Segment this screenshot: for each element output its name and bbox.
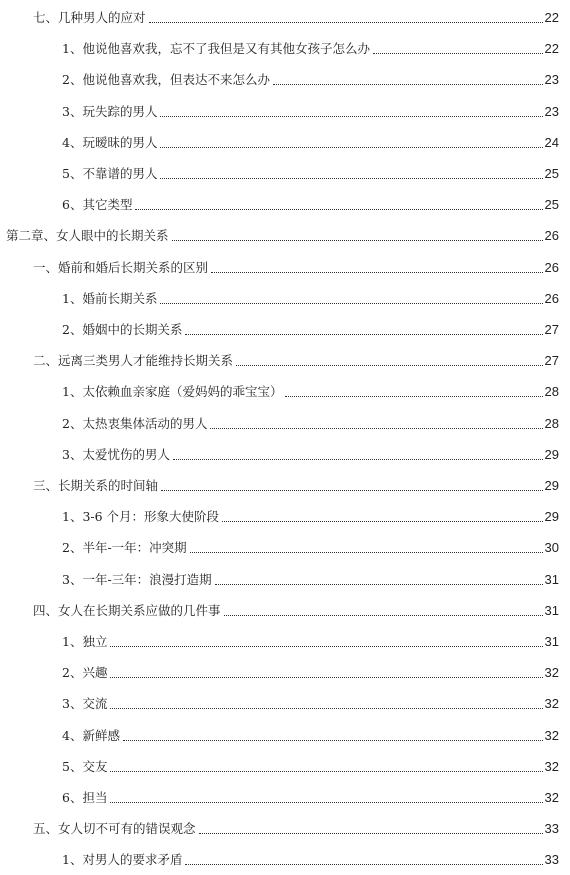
toc-leader-dots xyxy=(161,490,543,491)
toc-leader-dots xyxy=(285,396,542,397)
toc-entry-title: 2、半年-一年：冲突期 xyxy=(62,540,187,556)
toc-subsection-entry[interactable] xyxy=(0,662,570,680)
toc-entry-title: 2、婚姻中的长期关系 xyxy=(62,322,183,337)
toc-entry-title: 5、交友 xyxy=(62,758,108,774)
toc-entry-title: 1、他说他喜欢我，忘不了我但是又有其他女孩子怎么办 xyxy=(62,41,370,57)
toc-entry-title: 3、太爱忧伤的男人 xyxy=(62,446,170,462)
toc-page-number: 25 xyxy=(544,166,559,181)
toc-page-number: 26 xyxy=(544,259,559,275)
toc-subsection-entry[interactable] xyxy=(0,319,570,337)
toc-leader-dots xyxy=(224,615,543,616)
toc-subsection-entry[interactable] xyxy=(0,506,570,524)
toc-subsection-entry[interactable] xyxy=(0,194,570,212)
toc-leader-dots xyxy=(160,147,542,148)
toc-leader-dots xyxy=(185,334,542,335)
toc-entry-title: 3、一年-三年：浪漫打造期 xyxy=(62,571,212,587)
toc-leader-dots xyxy=(211,272,543,273)
toc-leader-dots xyxy=(110,646,542,647)
toc-leader-dots xyxy=(160,178,542,179)
toc-page-number: 32 xyxy=(544,665,559,681)
toc-page-number: 32 xyxy=(544,758,559,774)
toc-leader-dots xyxy=(135,209,542,210)
toc-subsection-entry[interactable] xyxy=(0,631,570,649)
toc-chapter-entry[interactable] xyxy=(0,225,570,243)
toc-page-number: 22 xyxy=(544,10,559,25)
toc-leader-dots xyxy=(236,365,543,366)
toc-page-number: 32 xyxy=(544,727,559,743)
toc-leader-dots xyxy=(185,864,542,865)
toc-page-number: 27 xyxy=(544,353,559,369)
toc-entry-title: 3、交流 xyxy=(62,696,108,712)
toc-leader-dots xyxy=(273,84,543,85)
toc-entry-title: 第二章、女人眼中的长期关系 xyxy=(6,228,169,244)
toc-section-entry[interactable] xyxy=(0,475,570,493)
toc-leader-dots xyxy=(110,802,542,803)
toc-entry-title: 一、婚前和婚后长期关系的区别 xyxy=(33,259,209,275)
toc-entry-title: 七、几种男人的应对 xyxy=(33,10,146,25)
toc-entry-title: 2、兴趣 xyxy=(62,665,108,681)
toc-page-number: 31 xyxy=(544,634,559,649)
toc-leader-dots xyxy=(110,677,542,678)
toc-leader-dots xyxy=(110,708,542,709)
toc-subsection-entry[interactable] xyxy=(0,787,570,805)
toc-entry-title: 2、太热衷集体活动的男人 xyxy=(62,415,208,431)
toc-page-number: 24 xyxy=(544,134,559,150)
toc-leader-dots xyxy=(173,459,543,460)
toc-subsection-entry[interactable] xyxy=(0,288,570,306)
toc-subsection-entry[interactable] xyxy=(0,69,570,87)
toc-leader-dots xyxy=(172,240,543,241)
toc-leader-dots xyxy=(149,22,543,23)
toc-entry-title: 五、女人切不可有的错误观念 xyxy=(33,821,196,837)
toc-section-entry[interactable] xyxy=(0,350,570,368)
toc-leader-dots xyxy=(210,428,542,429)
toc-entry-title: 6、担当 xyxy=(62,790,108,805)
toc-entry-title: 三、长期关系的时间轴 xyxy=(33,478,159,493)
toc-entry-title: 4、新鲜感 xyxy=(62,727,120,743)
toc-page-number: 29 xyxy=(544,478,559,493)
toc-entry-title: 2、他说他喜欢我，但表达不来怎么办 xyxy=(62,72,270,88)
toc-page-number: 26 xyxy=(544,228,559,244)
toc-subsection-entry[interactable] xyxy=(0,101,570,119)
toc-page-number: 29 xyxy=(544,509,559,525)
toc-entry-title: 1、3-6 个月：形象大使阶段 xyxy=(62,509,220,525)
toc-subsection-entry[interactable] xyxy=(0,756,570,774)
toc-page-number: 28 xyxy=(544,384,559,400)
toc-page-number: 31 xyxy=(544,571,559,587)
toc-leader-dots xyxy=(123,740,543,741)
toc-entry-title: 1、太依赖血亲家庭（爱妈妈的乖宝宝） xyxy=(62,384,283,400)
toc-subsection-entry[interactable] xyxy=(0,725,570,743)
toc-subsection-entry[interactable] xyxy=(0,38,570,56)
toc-entry-title: 3、玩失踪的男人 xyxy=(62,103,158,119)
toc-page-number: 33 xyxy=(544,852,559,868)
toc-page-number: 23 xyxy=(544,72,559,88)
toc-entry-title: 二、远离三类男人才能维持长期关系 xyxy=(33,353,234,369)
toc-subsection-entry[interactable] xyxy=(0,163,570,181)
toc-page-number: 30 xyxy=(544,540,559,556)
toc-section-entry[interactable] xyxy=(0,257,570,275)
toc-page-number: 31 xyxy=(544,602,559,618)
toc-entry-title: 四、女人在长期关系应做的几件事 xyxy=(33,602,221,618)
toc-leader-dots xyxy=(190,552,543,553)
toc-subsection-entry[interactable] xyxy=(0,693,570,711)
toc-page-number: 22 xyxy=(544,41,559,57)
toc-page-number: 29 xyxy=(544,446,559,462)
toc-page-number: 26 xyxy=(544,290,559,306)
toc-subsection-entry[interactable] xyxy=(0,132,570,150)
toc-entry-title: 4、玩暧昧的男人 xyxy=(62,134,158,150)
toc-subsection-entry[interactable] xyxy=(0,569,570,587)
toc-leader-dots xyxy=(160,303,542,304)
toc-page-number: 28 xyxy=(544,415,559,431)
toc-entry-title: 5、不靠谱的男人 xyxy=(62,166,158,181)
toc-section-entry[interactable] xyxy=(0,7,570,25)
toc-leader-dots xyxy=(160,116,542,117)
toc-subsection-entry[interactable] xyxy=(0,381,570,399)
toc-subsection-entry[interactable] xyxy=(0,444,570,462)
toc-subsection-entry[interactable] xyxy=(0,537,570,555)
toc-entry-title: 1、对男人的要求矛盾 xyxy=(62,852,183,868)
toc-leader-dots xyxy=(199,833,543,834)
toc-entry-title: 1、婚前长期关系 xyxy=(62,290,158,306)
toc-page-number: 33 xyxy=(544,821,559,837)
toc-page-number: 32 xyxy=(544,790,559,805)
toc-page-number: 25 xyxy=(544,197,559,213)
toc-page-number: 27 xyxy=(544,322,559,337)
toc-leader-dots xyxy=(215,584,543,585)
toc-leader-dots xyxy=(373,53,543,54)
toc-subsection-entry[interactable] xyxy=(0,413,570,431)
toc-entry-title: 6、其它类型 xyxy=(62,197,133,213)
toc-page-number: 23 xyxy=(544,103,559,119)
toc-subsection-entry[interactable] xyxy=(0,849,570,867)
toc-entry-title: 1、独立 xyxy=(62,634,108,649)
toc-section-entry[interactable] xyxy=(0,600,570,618)
toc-section-entry[interactable] xyxy=(0,818,570,836)
toc-leader-dots xyxy=(222,521,542,522)
toc-leader-dots xyxy=(110,771,542,772)
toc-page-number: 32 xyxy=(544,696,559,712)
